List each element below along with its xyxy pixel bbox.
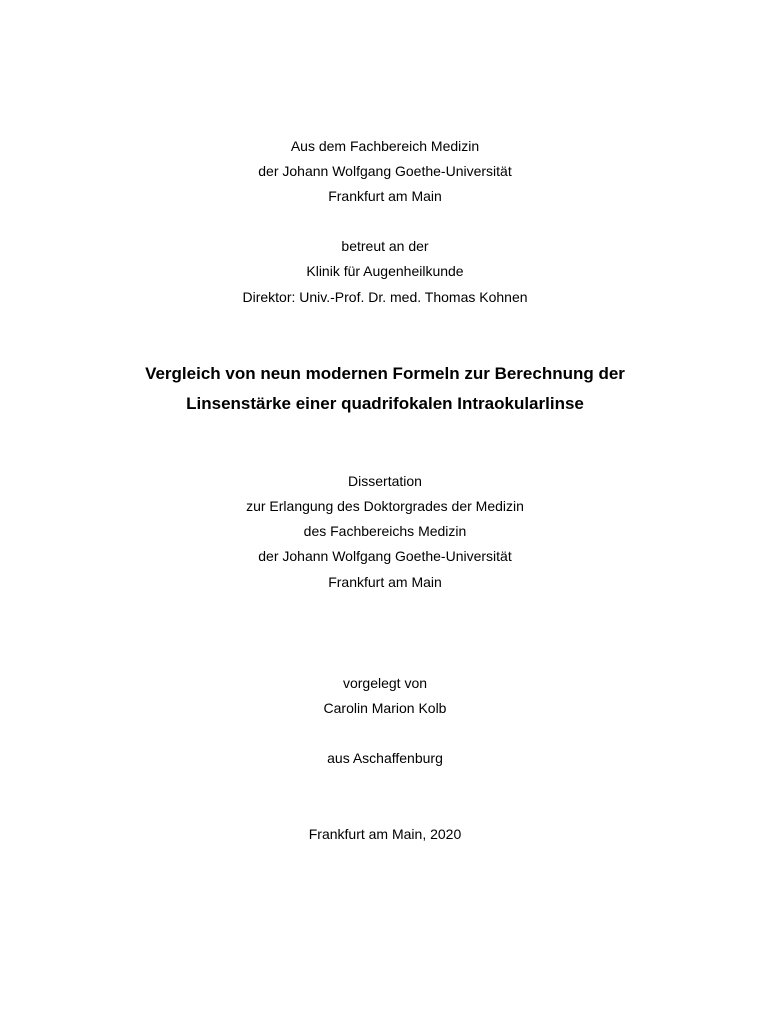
clinic-line-1: betreut an der	[341, 238, 429, 254]
dissertation-label: Dissertation	[348, 473, 422, 489]
clinic-director: Direktor: Univ.-Prof. Dr. med. Thomas Kohnen	[242, 289, 528, 305]
presented-by: vorgelegt von	[342, 675, 428, 691]
author-origin: aus Aschaffenburg	[327, 750, 443, 766]
dissertation-line-4: der Johann Wolfgang Goethe-Universität	[258, 548, 512, 564]
dissertation-line-5: Frankfurt am Main	[328, 574, 442, 590]
author-name: Carolin Marion Kolb	[323, 700, 447, 716]
dissertation-line-2: zur Erlangung des Doktorgrades der Medizin	[246, 498, 524, 514]
institution-line-1: Aus dem Fachbereich Medizin	[290, 138, 480, 154]
dissertation-line-3: des Fachbereichs Medizin	[303, 523, 467, 539]
clinic-line-2: Klinik für Augenheilkunde	[306, 263, 464, 279]
thesis-title-line-2: Linsenstärke einer quadrifokalen Intraokularlinse	[186, 394, 584, 413]
institution-line-3: Frankfurt am Main	[328, 188, 442, 204]
institution-line-2: der Johann Wolfgang Goethe-Universität	[258, 163, 512, 179]
place-date: Frankfurt am Main, 2020	[308, 826, 462, 842]
thesis-title-line-1: Vergleich von neun modernen Formeln zur Berechnung der	[145, 364, 625, 383]
